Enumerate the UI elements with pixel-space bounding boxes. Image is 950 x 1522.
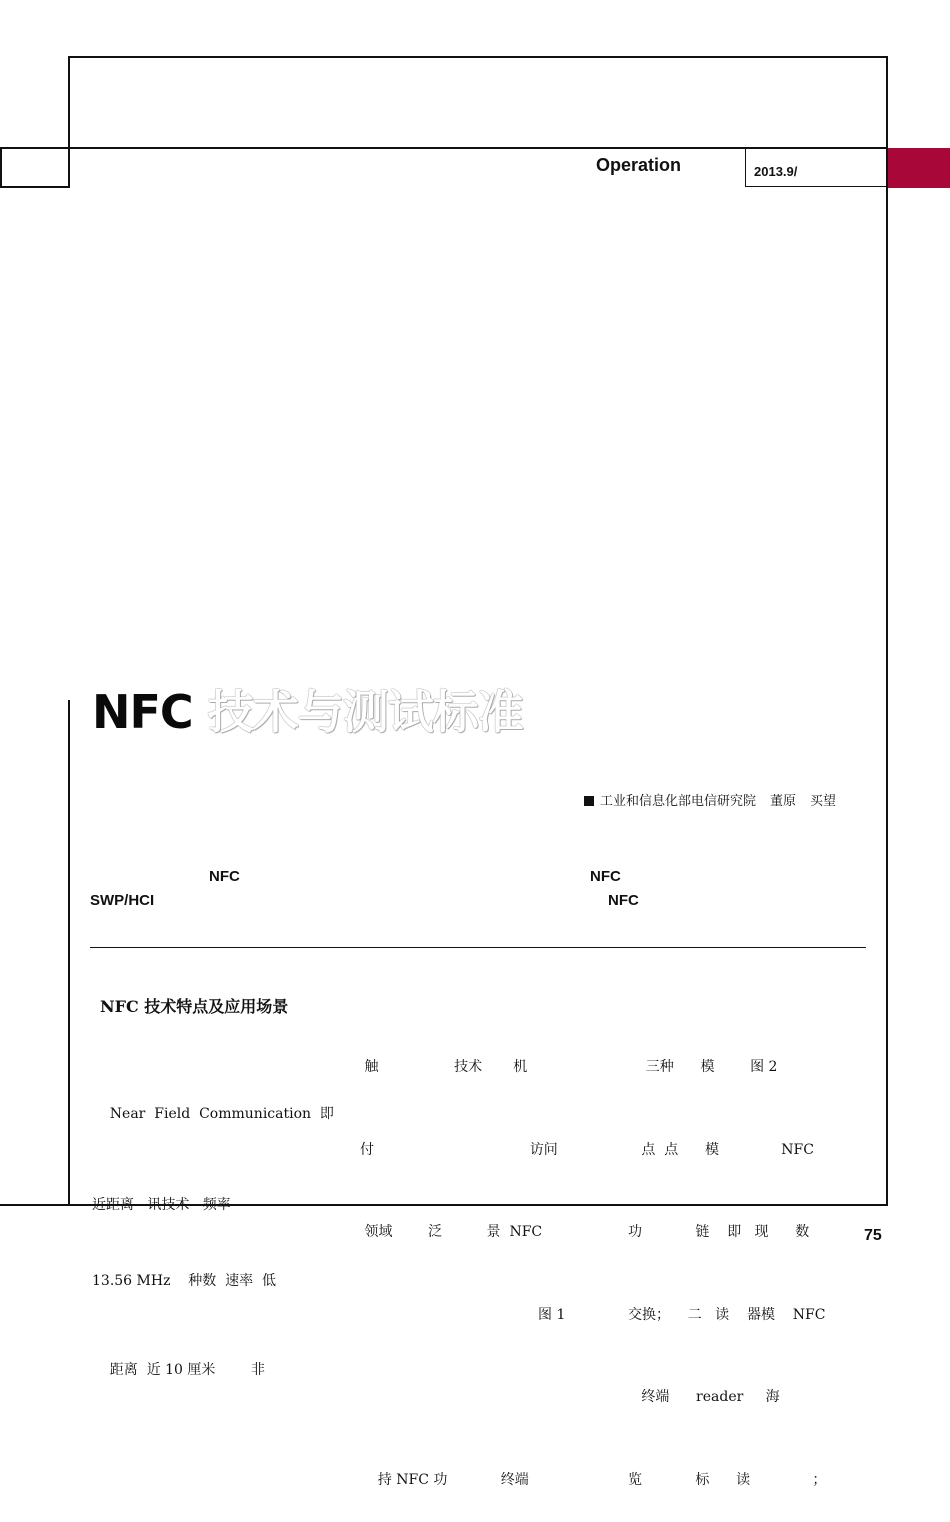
text-line: 点 点 模 NFC xyxy=(628,1141,814,1158)
page-number: 75 xyxy=(864,1227,882,1244)
header-band-bottom-line xyxy=(0,186,70,188)
text-line: 图 1 xyxy=(360,1306,566,1323)
title-prefix: NFC xyxy=(92,685,193,739)
abstract-term: NFC xyxy=(209,868,240,885)
byline xyxy=(584,790,836,809)
accent-color-tab xyxy=(888,148,950,188)
header-band-left-line xyxy=(0,147,2,188)
abstract-term: NFC xyxy=(590,868,621,885)
body-column-middle xyxy=(360,999,600,1522)
square-bullet-icon xyxy=(584,796,594,806)
text-line: 览 标 读 ； xyxy=(628,1471,827,1488)
section-label: Operation xyxy=(596,155,682,175)
text-line: 付 访问 xyxy=(360,1141,558,1158)
frame-top-line xyxy=(68,56,888,58)
text-line: 近距离 讯技术 频率 xyxy=(92,1196,231,1213)
text-line: 终端 reader 海 xyxy=(628,1389,816,1405)
header-date-bottom-line xyxy=(746,186,888,187)
abstract-rule xyxy=(90,947,866,948)
frame-left-line-upper xyxy=(68,56,70,188)
frame-right-line xyxy=(886,56,888,1206)
affiliation: 工业和信息化部电信研究院 xyxy=(600,794,757,809)
abstract-term: SWP/HCI xyxy=(90,892,155,909)
text-line xyxy=(360,1384,600,1412)
author-name: 董原 xyxy=(770,794,797,809)
abstract-term: NFC xyxy=(608,892,639,909)
text-line: 交换； 二 读 器模 NFC xyxy=(628,1306,830,1323)
section-heading: NFC 技术特点及应用场景 xyxy=(100,997,289,1016)
text-line: 功 链 即 现 数 xyxy=(628,1224,810,1240)
text-line: 持 NFC 功 终端 xyxy=(360,1471,529,1488)
title-rest: 技术与测试标准 xyxy=(207,685,523,739)
body-column-left xyxy=(92,1046,332,1412)
article-title xyxy=(92,676,523,742)
text-line: 三种 模 图 2 xyxy=(628,1059,809,1075)
author-name: 买望 xyxy=(810,794,837,809)
text-line: 触 技术 机 xyxy=(360,1059,528,1075)
frame-left-line-lower xyxy=(68,700,70,1206)
header-divider xyxy=(745,149,746,187)
text-line: Near Field Communication 即 xyxy=(92,1106,334,1122)
body-column-right xyxy=(628,999,868,1522)
header-band-top-line xyxy=(0,147,888,149)
text-line: 13.56 MHz 种数 速率 低 xyxy=(92,1273,277,1289)
text-line: 领域 泛 景 NFC xyxy=(360,1224,543,1240)
text-line: 距离 近 10 厘米 非 xyxy=(92,1361,266,1378)
issue-date: 2013.9/ xyxy=(754,164,798,179)
